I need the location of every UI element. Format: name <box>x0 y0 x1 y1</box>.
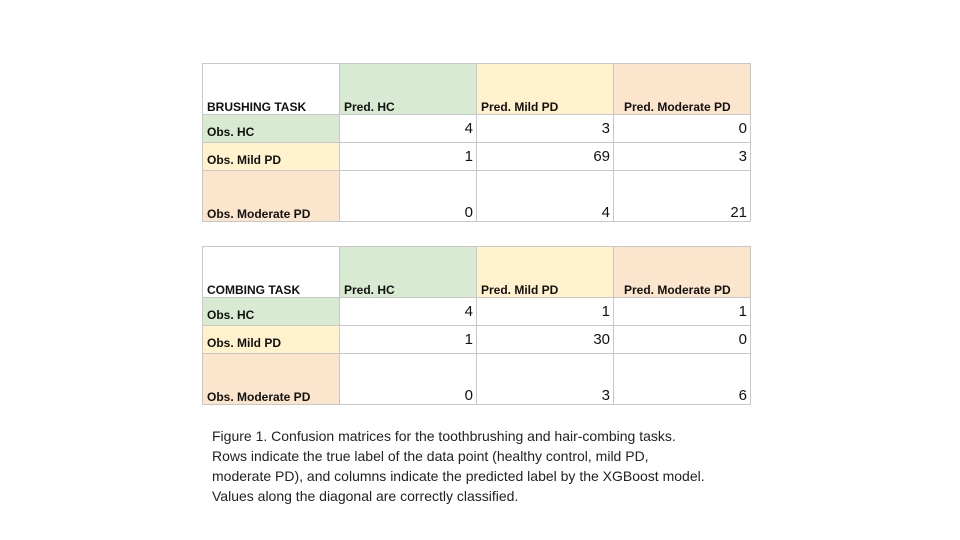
cell-value: 21 <box>614 171 751 222</box>
figure-caption <box>212 426 752 506</box>
table-row <box>203 354 751 405</box>
row-label-obs-mild-pd: Obs. Mild PD <box>203 326 340 354</box>
row-label-obs-moderate-pd: Obs. Moderate PD <box>203 171 340 222</box>
cell-value: 4 <box>477 171 614 222</box>
cell-value: 1 <box>340 143 477 171</box>
cell-value: 6 <box>614 354 751 405</box>
header-row <box>203 64 751 115</box>
cell-value: 1 <box>477 298 614 326</box>
cell-value: 0 <box>340 354 477 405</box>
cell-value: 4 <box>340 298 477 326</box>
brushing-confusion-matrix <box>202 63 751 222</box>
col-header-pred-hc: Pred. HC <box>340 64 477 115</box>
table-row <box>203 326 751 354</box>
cell-value: 3 <box>614 143 751 171</box>
header-row <box>203 247 751 298</box>
col-header-pred-moderate-pd: Pred. Moderate PD <box>614 247 751 298</box>
col-header-pred-hc: Pred. HC <box>340 247 477 298</box>
combing-confusion-matrix <box>202 246 751 405</box>
row-label-obs-mild-pd: Obs. Mild PD <box>203 143 340 171</box>
cell-value: 3 <box>477 115 614 143</box>
col-header-pred-mild-pd: Pred. Mild PD <box>477 64 614 115</box>
row-label-obs-moderate-pd: Obs. Moderate PD <box>203 354 340 405</box>
cell-value: 0 <box>614 326 751 354</box>
col-header-pred-mild-pd: Pred. Mild PD <box>477 247 614 298</box>
table-row <box>203 143 751 171</box>
caption-line: Values along the diagonal are correctly classified. <box>212 488 519 504</box>
table-row <box>203 115 751 143</box>
cell-value: 69 <box>477 143 614 171</box>
caption-line: moderate PD), and columns indicate the predicted label by the XGBoost model. <box>212 468 705 484</box>
cell-value: 4 <box>340 115 477 143</box>
col-header-pred-moderate-pd: Pred. Moderate PD <box>614 64 751 115</box>
cell-value: 30 <box>477 326 614 354</box>
cell-value: 1 <box>340 326 477 354</box>
table-row <box>203 298 751 326</box>
caption-line: Rows indicate the true label of the data point (healthy control, mild PD, <box>212 448 649 464</box>
caption-line: Figure 1. Confusion matrices for the toothbrushing and hair-combing tasks. <box>212 428 676 444</box>
table-row <box>203 171 751 222</box>
row-label-obs-hc: Obs. HC <box>203 115 340 143</box>
table-title: COMBING TASK <box>203 247 340 298</box>
row-label-obs-hc: Obs. HC <box>203 298 340 326</box>
cell-value: 3 <box>477 354 614 405</box>
cell-value: 0 <box>340 171 477 222</box>
cell-value: 0 <box>614 115 751 143</box>
cell-value: 1 <box>614 298 751 326</box>
table-title: BRUSHING TASK <box>203 64 340 115</box>
